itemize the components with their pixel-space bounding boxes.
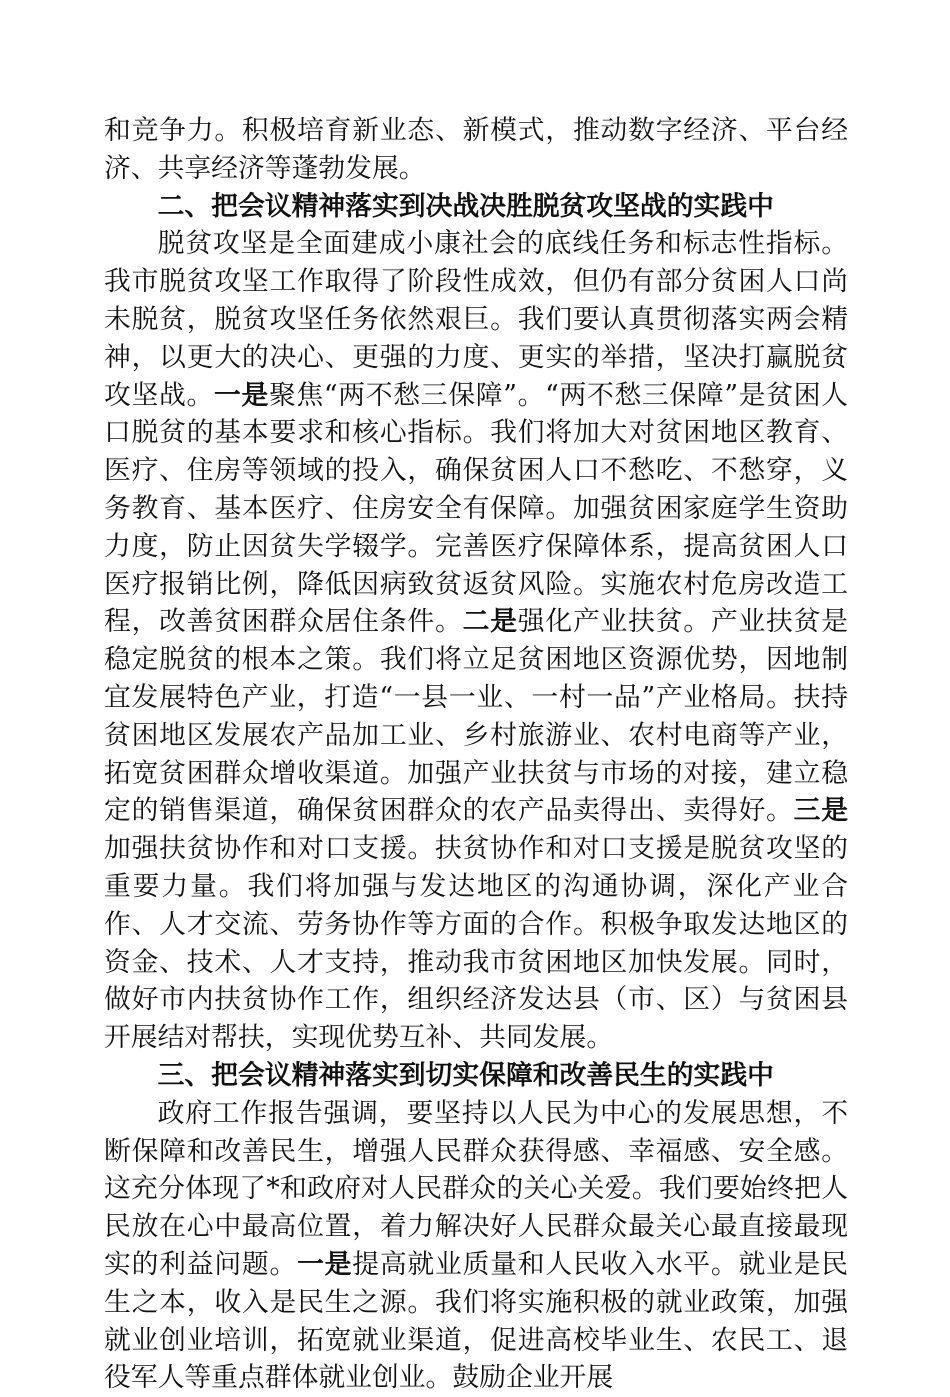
section-heading-3: 三、把会议精神落实到切实保障和改善民生的实践中 (157, 1059, 774, 1091)
paragraph-livelihood: 政府工作报告强调，要坚持以人民为中心的发展思想，不断保障和改善民生，增强人民群众获得感、幸福感、安全感。这充分体现了*和政府对人民群众的关心关爱。我们要始终把人民放在心中最高位置，着力解决好人民群众最关心最直接最现实的利益问题。一是提高就业质量和人民收入水平。就业是民生之本，收入是民生之源。我们将实施积极的就业政策，加强就业创业培训，拓宽就业渠道，促进高校毕业生、农民工、退役军人等重点群体就业创业。鼓励企业开展 (104, 1097, 849, 1394)
section-heading-2: 二、把会议精神落实到决战决胜脱贫攻坚战的实践中 (157, 190, 774, 222)
emphasis-first: 一是 (297, 1248, 353, 1280)
paragraph-continuation: 和竞争力。积极培育新业态、新模式，推动数字经济、平台经济、共享经济等蓬勃发展。 (104, 115, 848, 184)
document-body (104, 112, 848, 1397)
paragraph-poverty: 脱贫攻坚是全面建成小康社会的底线任务和标志性指标。我市脱贫攻坚工作取得了阶段性成效，但仍有部分贫困人口尚未脱贫，脱贫攻坚任务依然艰巨。我们要认真贯彻落实两会精神，以更大的决心、更强的力度、更实的举措，坚决打赢脱贫攻坚战。一是聚焦“两不愁三保障”。“两不愁三保障”是贫困人口脱贫的基本要求和核心指标。我们将加大对贫困地区教育、医疗、住房等领域的投入，确保贫困人口不愁吃、不愁穿，义务教育、基本医疗、住房安全有保障。加强贫困家庭学生资助力度，防止因贫失学辍学。完善医疗保障体系，提高贫困人口医疗报销比例，降低因病致贫返贫风险。实施农村危房改造工程，改善贫困群众居住条件。二是强化产业扶贫。产业扶贫是稳定脱贫的根本之策。我们将立足贫困地区资源优势，因地制宜发展特色产业，打造“一县一业、一村一品”产业格局。扶持贫困地区发展农产品加工业、乡村旅游业、农村电商等产业，拓宽贫困群众增收渠道。加强产业扶贫与市场的对接，建立稳定的销售渠道，确保贫困群众的农产品卖得出、卖得好。三是加强扶贫协作和对口支援。扶贫协作和对口支援是脱贫攻坚的重要力量。我们将加强与发达地区的沟通协调，深化产业合作、人才交流、劳务协作等方面的合作。积极争取发达地区的资金、技术、人才支持，推动我市贫困地区加快发展。同时，做好市内扶贫协作工作，组织经济发达县（市、区）与贫困县开展结对帮扶，实现优势互补、共同发展。 (104, 228, 849, 1054)
emphasis-second: 二是 (462, 606, 518, 638)
emphasis-third: 三是 (793, 795, 849, 827)
emphasis-first: 一是 (213, 379, 269, 411)
